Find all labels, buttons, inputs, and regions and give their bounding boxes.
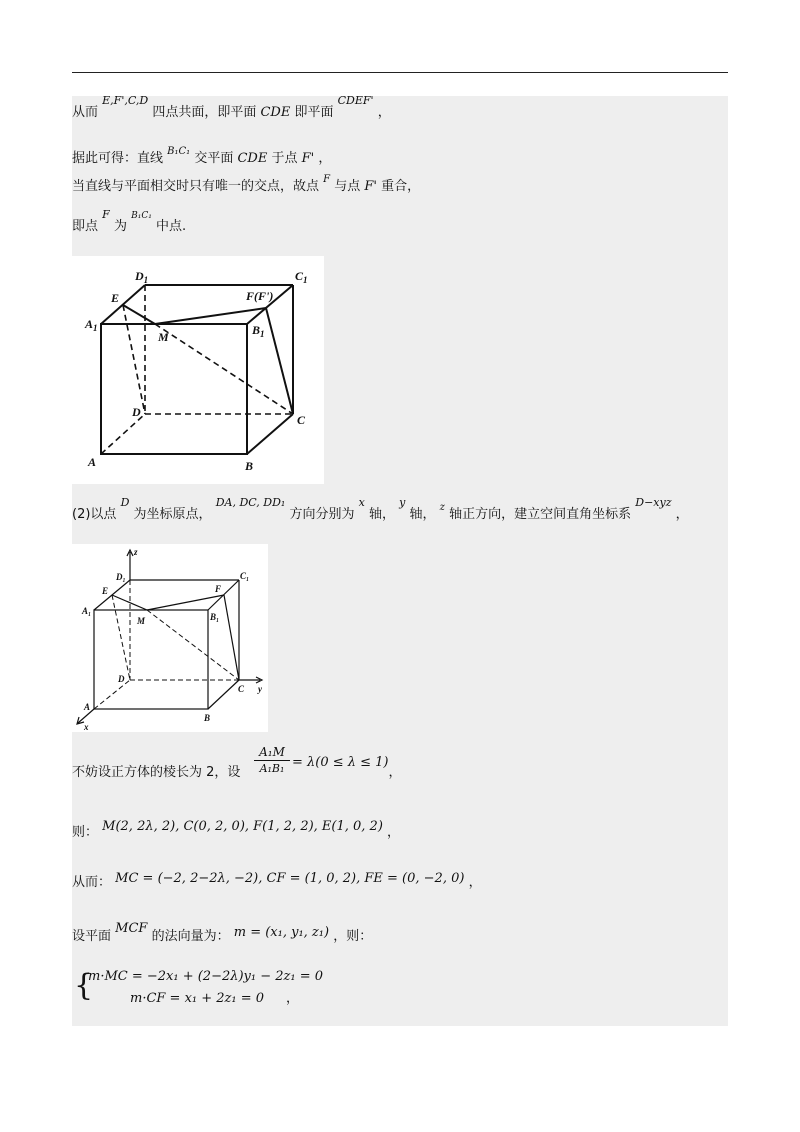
text: 中点. [155, 219, 187, 234]
text: (2)以点 [72, 507, 117, 522]
math-inline: D [120, 496, 130, 509]
axis-label-z: z [134, 547, 138, 557]
text: ， [286, 991, 300, 1006]
label-b: B [204, 713, 211, 723]
text: 轴， [369, 507, 396, 522]
text: 四点共面，即平面 [152, 105, 257, 120]
text-line-2 [72, 146, 332, 169]
math-inline: F [323, 174, 331, 185]
text: ， [468, 875, 482, 890]
label-b: B [245, 459, 254, 473]
text-line-8 [72, 871, 482, 892]
math-inline: F [102, 208, 110, 221]
math-inline: CDE [237, 151, 268, 166]
label-c1: C₁ [240, 571, 250, 581]
math-inline: = λ(0 ≤ λ ≤ 1) [292, 755, 389, 770]
label-c: C [238, 684, 245, 694]
text: 方向分别为 [289, 507, 355, 522]
text: 即点 [72, 219, 99, 234]
axis-label-x: x [84, 722, 89, 732]
math-inline: x [358, 496, 365, 509]
text: 为坐标原点， [133, 507, 212, 522]
text-line-9 [72, 921, 373, 946]
front-face [101, 324, 247, 454]
cube-figure-1 [72, 256, 324, 484]
math-inline: CDE [260, 105, 291, 120]
text: 当直线与平面相交时只有唯一的交点，故点 [72, 179, 320, 194]
math-inline: M(2, 2λ, 2), C(0, 2, 0), F(1, 2, 2), E(1, 0, 2) [102, 819, 383, 834]
text: 从而 [72, 105, 99, 120]
text: 轴， [409, 507, 436, 522]
text: 即平面 [294, 105, 334, 120]
label-f: F [215, 584, 222, 594]
math-inline: m = (x₁, y₁, z₁) [233, 925, 330, 940]
text: ，则： [333, 929, 373, 944]
label-a: A [88, 455, 97, 469]
label-d: D [118, 674, 125, 684]
text-line-1 [72, 94, 391, 122]
text: ， [388, 765, 402, 780]
text-line-4 [72, 208, 187, 237]
label-d1: D₁ [116, 572, 126, 582]
text-line-5 [72, 496, 689, 525]
math-inline: z [439, 502, 445, 513]
label-e: E [111, 291, 120, 305]
text: 从而： [72, 875, 112, 890]
math-inline: B₁C₁ [131, 211, 152, 221]
label-a1: $A_1$ [85, 317, 98, 333]
text: 为 [113, 219, 127, 234]
text-line-3 [72, 174, 421, 197]
text: 的法向量为： [151, 929, 230, 944]
math-inline: DA, DC, DD₁ [215, 496, 286, 509]
math-inline: F' [301, 151, 315, 166]
math-inline: E,F',C,D [102, 94, 149, 107]
math-inline: MC = (−2, 2−2λ, −2), CF = (1, 0, 2), FE = (0, −2, 0) [115, 871, 465, 886]
label-f: F(F') [246, 289, 274, 303]
math-inline: F' [364, 179, 377, 194]
label-d: D [132, 405, 141, 419]
label-b1: $B_1$ [252, 323, 265, 339]
label-e: E [102, 586, 109, 596]
axis-label-y: y [258, 684, 262, 694]
label-a1: A₁ [82, 606, 92, 616]
text: ， [675, 507, 689, 522]
lambda-range [292, 754, 402, 780]
text-line-6 [72, 764, 240, 782]
text: ， [318, 151, 332, 166]
equation-1: m·MC = −2x₁ + (2−2λ)y₁ − 2z₁ = 0 [88, 969, 324, 984]
text: ， [377, 105, 391, 120]
text: 重合， [381, 179, 421, 194]
coordinate-cube-figure-2 [72, 544, 268, 732]
fraction-numerator: A₁M [254, 744, 290, 761]
math-inline: CDEF' [337, 94, 374, 107]
text: 据此可得：直线 [72, 151, 164, 166]
text: 不妨设正方体的棱长为 2，设 [72, 765, 241, 780]
math-inline: MCF [115, 921, 148, 936]
label-m: M [158, 330, 169, 344]
label-c1: $C_1$ [295, 269, 308, 285]
label-b1: B₁ [210, 612, 220, 622]
label-a: A [84, 702, 91, 712]
text: ， [387, 825, 401, 840]
text: 轴正方向，建立空间直角坐标系 [449, 507, 632, 522]
label-d1: $D_1$ [135, 269, 149, 285]
fraction-a1m-a1b1 [254, 744, 290, 777]
math-inline: y [399, 496, 406, 509]
text-line-7 [72, 819, 401, 842]
equation-brace: { [74, 968, 94, 1003]
text: 设平面 [72, 929, 112, 944]
label-c: C [297, 413, 306, 427]
text: 则： [72, 825, 99, 840]
header-rule [72, 72, 728, 73]
math-inline: D−xyz [635, 496, 672, 509]
text: 于点 [271, 151, 298, 166]
text: 交平面 [194, 151, 234, 166]
fraction-denominator: A₁B₁ [259, 762, 285, 775]
text: 与点 [334, 179, 361, 194]
label-m: M [137, 616, 146, 626]
math-inline: B₁C₁ [167, 146, 191, 157]
equation-2: m·CF = x₁ + 2z₁ = 0 [130, 991, 265, 1006]
